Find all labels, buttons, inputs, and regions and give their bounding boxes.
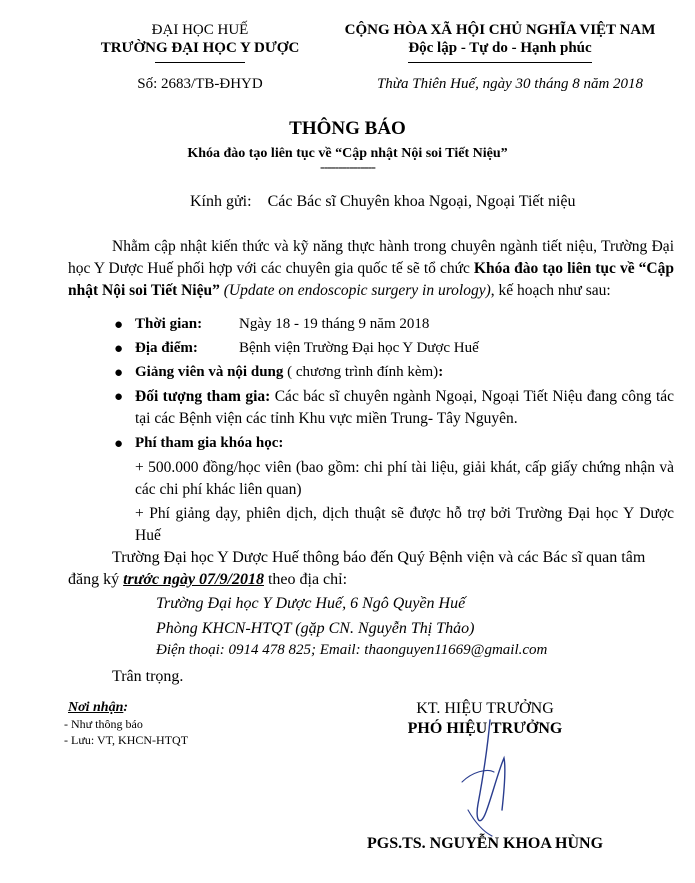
time-label: Thời gian: xyxy=(135,316,203,332)
bullet-icon: ● xyxy=(114,365,124,381)
target-value: Các bác sĩ chuyên ngành Ngoại, Ngoại Tiết Niệu đang công tác tại các Bệnh viện các tỉnh Khu vực miền Trung- Tây Nguyên. xyxy=(135,388,675,427)
contact-address: Trường Đại học Y Dược Huế, 6 Ngô Quyền Huế xyxy=(156,595,466,612)
lecturer-colon: : xyxy=(438,364,444,380)
recipients-title xyxy=(68,700,128,716)
target-paragraph xyxy=(135,386,674,430)
recipients-title-text: Nơi nhận xyxy=(68,700,124,715)
bullet-icon: ● xyxy=(114,341,124,357)
recipient-line xyxy=(190,193,576,211)
closing-line-2 xyxy=(68,571,347,589)
national-motto: Độc lập - Tự do - Hạnh phúc xyxy=(408,40,592,56)
regards: Trân trọng. xyxy=(112,668,184,685)
date-place: Thừa Thiên Huế, ngày 30 tháng 8 năm 2018 xyxy=(376,76,644,92)
bullet-icon: ● xyxy=(114,317,124,333)
lecturer-label: Giảng viên và nội dung xyxy=(135,364,284,380)
bullet-icon: ● xyxy=(114,389,124,405)
university-name: ĐẠI HỌC HUẾ xyxy=(151,22,249,38)
time-value: Ngày 18 - 19 tháng 9 năm 2018 xyxy=(239,316,430,332)
contact-office: Phòng KHCN-HTQT (gặp CN. Nguyễn Thị Thảo) xyxy=(156,620,475,637)
signer-name: PGS.TS. NGUYỄN KHOA HÙNG xyxy=(366,835,604,852)
header-left-rule xyxy=(155,62,245,63)
signature-on-behalf: KT. HIỆU TRƯỞNG xyxy=(416,700,554,717)
title-dashes: --------------- xyxy=(320,160,375,175)
doc-subtitle: Khóa đào tạo liên tục về “Cập nhật Nội soi Tiết Niệu” xyxy=(187,146,508,161)
intro-course-name: Khóa đào tạo liên tục về “Cập nhật Nội soi Tiết Niệu” xyxy=(68,260,674,299)
handwritten-signature xyxy=(432,712,542,842)
recipient-label: Kính gửi: xyxy=(190,193,252,210)
signature-position: PHÓ HIỆU TRƯỞNG xyxy=(407,720,563,737)
contact-phone-email: Điện thoại: 0914 478 825; Email: thaonguyen11669@gmail.com xyxy=(156,642,548,658)
place-value: Bệnh viện Trường Đại học Y Dược Huế xyxy=(239,340,479,356)
recipients-item: - Lưu: VT, KHCN-HTQT xyxy=(64,733,189,747)
header-right-rule xyxy=(408,62,592,63)
closing-address-intro: theo địa chỉ: xyxy=(263,571,348,588)
lecturer-line xyxy=(135,364,443,381)
doc-title: THÔNG BÁO xyxy=(289,118,406,139)
recipients-item: - Như thông báo xyxy=(64,717,143,731)
school-name: TRƯỜNG ĐẠI HỌC Y DƯỢC xyxy=(100,40,300,56)
fee-line-1: + 500.000 đồng/học viên (bao gồm: chi phí tài liệu, giải khát, cấp giấy chứng nhận và các chi phí khác liên quan) xyxy=(135,459,674,498)
target-label: Đối tượng tham gia: xyxy=(135,388,271,405)
intro-course-english: (Update on endoscopic surgery in urology) xyxy=(219,282,491,299)
intro-text-end: , kế hoạch như sau: xyxy=(490,282,611,299)
fee-label: Phí tham gia khóa học: xyxy=(135,435,284,451)
registration-deadline: trước ngày 07/9/2018 xyxy=(123,571,264,588)
closing-register: đăng ký xyxy=(68,571,124,588)
recipient-value: Các Bác sĩ Chuyên khoa Ngoại, Ngoại Tiết niệu xyxy=(267,193,576,210)
doc-number: Số: 2683/TB-ĐHYD xyxy=(137,76,263,92)
fee-line-2: + Phí giảng dạy, phiên dịch, dịch thuật sẽ được hỗ trợ bởi Trường Đại học Y Dược Huế xyxy=(135,505,674,544)
intro-text: Nhằm cập nhật kiến thức và kỹ năng thực hành trong chuyên ngành tiết niệu, Trường Đại học Y Dược Huế phối hợp với các chuyên gia quốc tế sẽ tổ chức xyxy=(68,238,674,277)
recipients-title-colon: : xyxy=(123,700,129,715)
bullet-icon: ● xyxy=(114,436,124,452)
national-title: CỘNG HÒA XÃ HỘI CHỦ NGHĨA VIỆT NAM xyxy=(344,22,656,38)
closing-line-1: Trường Đại học Y Dược Huế thông báo đến Quý Bệnh viện và các Bác sĩ quan tâm xyxy=(112,549,646,566)
intro-paragraph xyxy=(68,236,674,302)
lecturer-note: ( chương trình đính kèm) xyxy=(283,364,439,380)
place-label: Địa điểm: xyxy=(135,340,198,356)
